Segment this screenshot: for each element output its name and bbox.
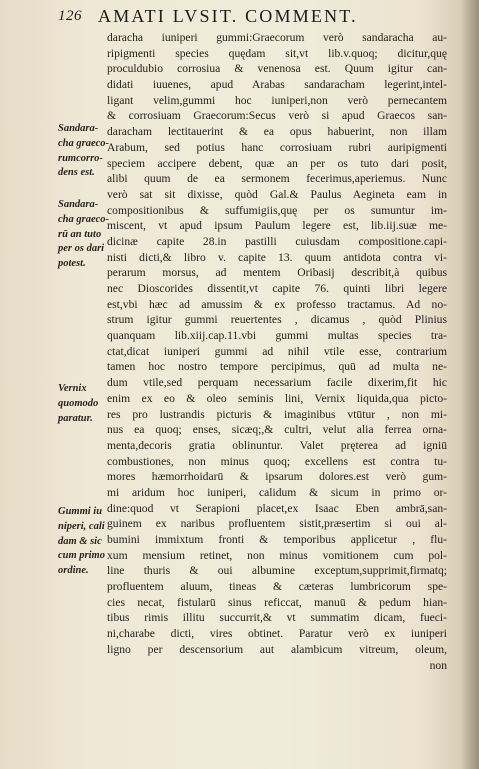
text-line: dine:quod vt Serapioni placet,ex Isaac Eben ambrā,san- — [107, 501, 447, 515]
marginal-note-vernix — [58, 382, 108, 426]
text-line: non — [429, 658, 447, 672]
marginal-note-sandaracha-per-os — [58, 198, 108, 272]
text-line: est,vbi hæc ad amussim & ex professo tractamus. Ad no- — [107, 297, 447, 311]
marginal-note-line: Sandara- — [58, 123, 99, 134]
marginal-note-line: per os dari — [58, 243, 105, 255]
text-line: menta,decoris gratia oblinuntur. Valet pręterea ad igniū — [107, 438, 447, 452]
text-line: tamen hoc nostro tempore percipimus, quū ad multa ne- — [107, 360, 447, 374]
marginal-note-line: quomodo — [58, 397, 99, 409]
marginal-note-line: cha graeco- — [58, 137, 110, 149]
text-line: ripigmenti species quędam sit,vt lib.v.quoq; dicitur,quę — [107, 46, 447, 60]
text-line: daracha iuniperi gummi:Graecorum verò sandaracha au- — [107, 31, 447, 44]
marginal-note-line: rū an tuto — [58, 228, 102, 240]
running-title: AMATI LVSIT. COMMENT. — [98, 6, 358, 26]
text-line: cies necat, fistularū sinus reficcat, manuū & pedum hian- — [107, 595, 447, 609]
text-line: perarum morsus, ad mentem Oribasij describit,à quibus — [107, 266, 447, 280]
text-line: enim ex eo & oleo seminis lini, Vernix liquida,qua picto- — [107, 391, 447, 405]
text-line: proculdubio corrosiua & venenosa est. Quum igitur can- — [107, 62, 447, 76]
text-line: line thuris & oui albumine exceptum,supprimit,firmatq; — [107, 564, 447, 578]
marginal-note-line: ordine. — [58, 565, 89, 577]
body-text — [107, 30, 447, 673]
text-line: combustiones, non minus quoq; excellens est contra tu- — [107, 454, 447, 468]
marginal-note-sandaracha-corrodens — [58, 122, 108, 181]
text-line: res pro lustrandis picturis & imaginibus vtūtur , non mi- — [107, 407, 447, 421]
text-line: strum igitur gummi reuertentes , dicamus , quòd Plinius — [107, 313, 447, 327]
marginal-note-line: Gummi iu — [58, 506, 103, 517]
page-header — [58, 6, 453, 28]
page-number: 126 — [58, 8, 82, 24]
text-line: xum mensium retinet, non minus vomitionem cum pol- — [107, 548, 447, 562]
marginal-note-gummi-iuniperi — [58, 505, 108, 579]
text-line: mi aridum hoc iuniperi, calidum & sicum in primo or- — [107, 485, 447, 499]
marginal-note-line: dens est. — [58, 167, 95, 179]
text-line: miscent, vt apud ipsum Paulum legere est, lib.iij.suæ me- — [107, 219, 447, 233]
text-line: tibus rimis illitu succurrit,& vt summatim dicam, fueci- — [107, 611, 447, 625]
text-line: compositionibus & suffumigiis,quę per os sumuntur im- — [107, 203, 447, 217]
text-line: nec Dioscorides dissentit,vt capite 76. quinti libri legere — [107, 282, 447, 295]
text-line: ni,charabe dicti, vires obtinet. Paratur verò ex iuniperi — [107, 627, 447, 641]
text-line: didati iuuenes, apud Arabas sandaracham legerint,intel- — [107, 78, 447, 92]
text-line: ligant velim,gummi hoc iuniperi,non verò pernecantem — [107, 93, 447, 107]
page-gutter-shadow — [461, 0, 479, 769]
text-line: alibi quum de ea sermonem fecerimus,aperiemus. Nunc — [107, 172, 447, 186]
marginal-note-line: dam & sic — [58, 535, 102, 547]
text-line: mores hæmorrhoidarū & ipsarum dolores.est verò gum- — [107, 470, 447, 484]
text-line: ctat,dicat iuniperi gummi ad nihil vtile esse, contrarium — [107, 344, 447, 358]
marginal-note-line: paratur. — [58, 412, 93, 424]
text-line: nisti dicti,& libro v. capite 13. quum antidota contra vi- — [107, 250, 447, 264]
text-line: & corrosiuam Graecorum:Secus verò si apud Graecos san- — [107, 109, 447, 123]
marginal-note-line: rumcorro- — [58, 152, 103, 164]
text-line: guinem ex naribus profluentem sistit,præsertim si oui al- — [107, 517, 447, 531]
marginal-note-line: cha graeco- — [58, 213, 110, 225]
text-line: ligno per descensorium aut alambicum vitreum, oleum, — [107, 642, 447, 656]
text-line: dicinæ capite 28.in pastilli cuiusdam compositione.capi- — [107, 234, 447, 248]
text-line: speciem accipere debent, quæ an per os tuto dari posit, — [107, 156, 447, 170]
marginal-note-line: Sandara- — [58, 199, 99, 210]
marginal-note-line: cum primo — [58, 550, 105, 562]
text-line: bumini immixtum fronti & temporibus applicetur , flu- — [107, 533, 447, 546]
text-line: nus ea quoq; enses, sicæq;,& cultri, velut alia ferrea orna- — [107, 423, 447, 437]
text-line: dum vtile,sed perquam necessarium facile dixerim,fit hic — [107, 376, 447, 390]
text-line: Arabum, sed potius hanc corrosiuam rubri auripigmenti — [107, 140, 447, 154]
marginal-note-line: niperi, cali — [58, 520, 105, 532]
text-line: daracham lectitauerint & ea opus habuerint, non illam — [107, 125, 447, 139]
marginal-note-line: potest. — [58, 258, 86, 270]
marginal-note-line: Vernix — [58, 383, 87, 394]
text-line: profluentem aluum, tineas & cæteras lumbricorum spe- — [107, 580, 447, 594]
text-line: verò sat sit dixisse, quòd Gal.& Paulus Aegineta eam in — [107, 187, 447, 201]
text-line: quanquam lib.xiij.cap.11.vbi gummi multas species tra- — [107, 329, 447, 343]
